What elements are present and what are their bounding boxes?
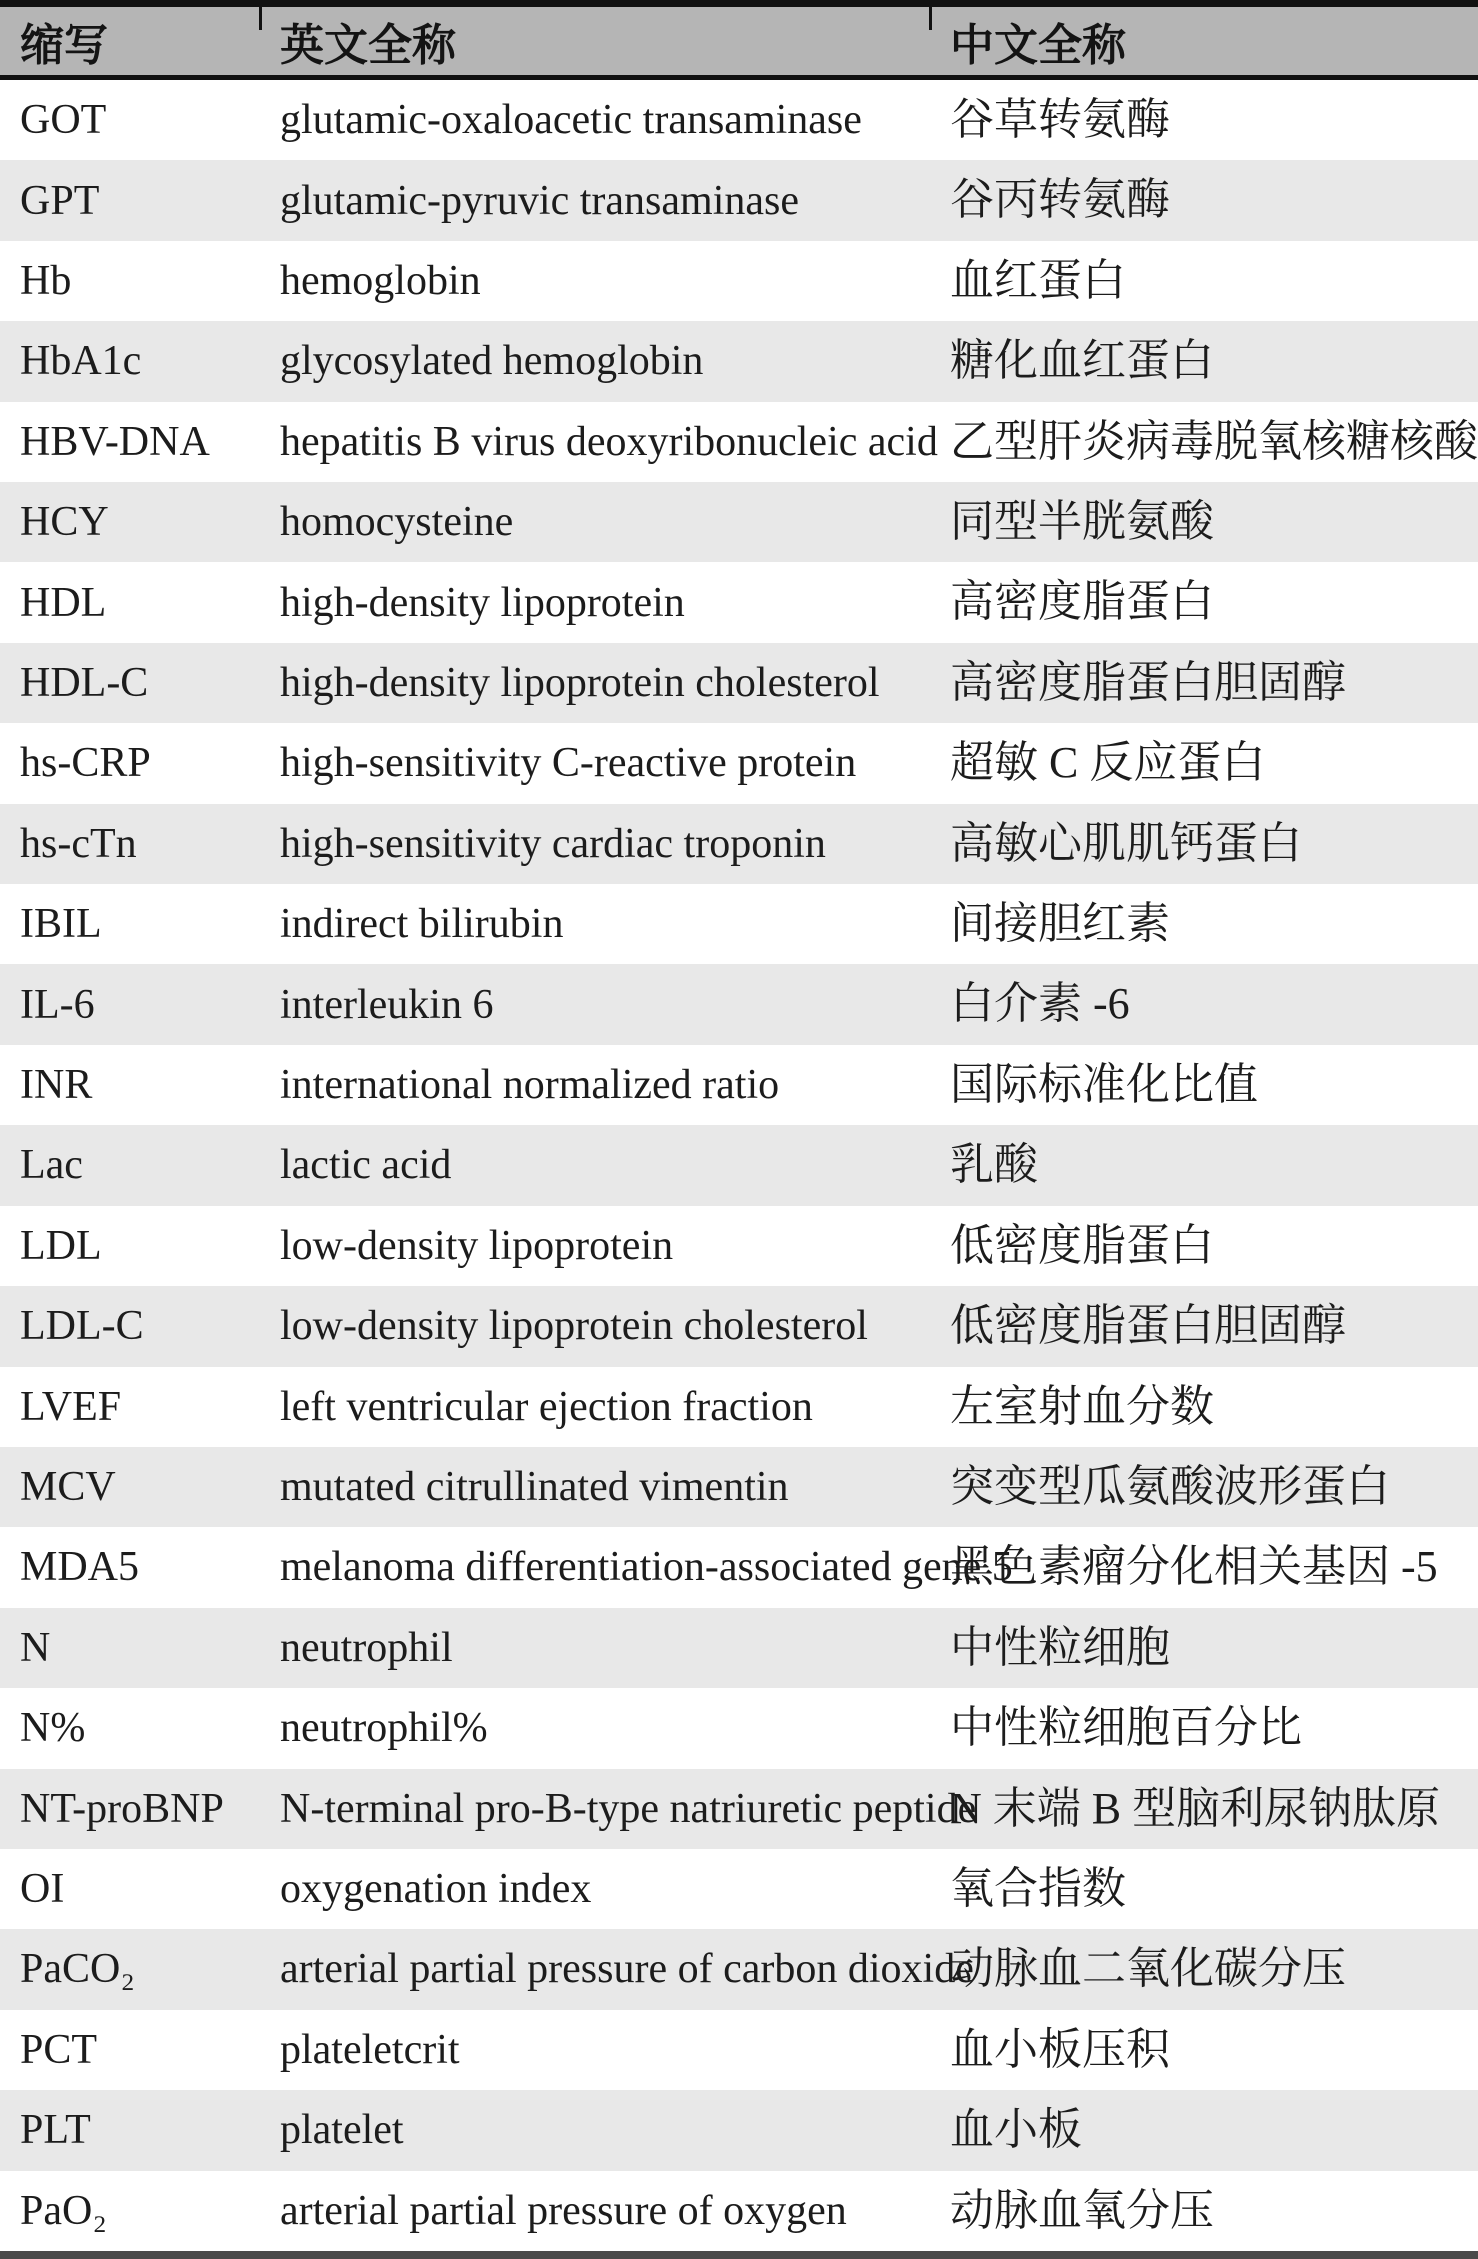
abbreviation-cell: GOT xyxy=(20,97,107,144)
english-full-name-cell: neutrophil xyxy=(280,1624,453,1671)
table-row xyxy=(0,1206,1478,1286)
english-full-name-cell: low-density lipoprotein cholesterol xyxy=(280,1303,868,1350)
chinese-full-name-cell: 高敏心肌肌钙蛋白 xyxy=(950,818,1302,868)
header-chinese-full-name: 中文全称 xyxy=(950,21,1126,70)
chinese-full-name-cell: 氧合指数 xyxy=(950,1863,1126,1913)
english-full-name-cell: platelet xyxy=(280,2107,404,2154)
english-full-name-cell: melanoma differentiation-associated gene 5 xyxy=(280,1544,1013,1591)
chinese-full-name-cell: 国际标准化比值 xyxy=(950,1059,1258,1109)
chinese-full-name-cell: 突变型瓜氨酸波形蛋白 xyxy=(950,1461,1390,1511)
english-full-name-cell: indirect bilirubin xyxy=(280,901,564,948)
english-full-name-cell: mutated citrullinated vimentin xyxy=(280,1464,789,1511)
english-full-name-cell: arterial partial pressure of carbon dioxide xyxy=(280,1946,974,1993)
table-body xyxy=(0,80,1478,2251)
table-row xyxy=(0,2010,1478,2090)
abbreviation-cell: OI xyxy=(20,1866,65,1913)
column-divider-tick xyxy=(929,0,932,30)
chinese-full-name-cell: 低密度脂蛋白胆固醇 xyxy=(950,1301,1346,1351)
table-row xyxy=(0,1527,1478,1607)
chinese-full-name-cell: 血红蛋白 xyxy=(950,255,1126,305)
chinese-full-name-cell: 动脉血氧分压 xyxy=(950,2185,1214,2235)
table-row xyxy=(0,482,1478,562)
english-full-name-cell: plateletcrit xyxy=(280,2026,460,2073)
chinese-full-name-cell: 黑色素瘤分化相关基因 -5 xyxy=(950,1542,1438,1592)
table-row xyxy=(0,1929,1478,2009)
abbreviation-cell: PCT xyxy=(20,2026,98,2073)
english-full-name-cell: lactic acid xyxy=(280,1142,452,1189)
english-full-name-cell: neutrophil% xyxy=(280,1705,488,1752)
abbreviation-cell: N xyxy=(20,1624,51,1671)
chinese-full-name-cell: 白介素 -6 xyxy=(950,979,1130,1029)
abbreviation-cell: PLT xyxy=(20,2107,91,2154)
english-full-name-cell: glutamic-oxaloacetic transaminase xyxy=(280,97,862,144)
chinese-full-name-cell: N 末端 B 型脑利尿钠肽原 xyxy=(950,1783,1441,1833)
chinese-full-name-cell: 高密度脂蛋白 xyxy=(950,577,1214,627)
abbreviation-cell: IL-6 xyxy=(20,981,95,1028)
table-row xyxy=(0,160,1478,240)
abbreviation-cell: GPT xyxy=(20,177,100,224)
english-full-name-cell: hepatitis B virus deoxyribonucleic acid xyxy=(280,418,938,465)
abbreviation-cell: N% xyxy=(20,1705,86,1752)
table-bottom-rule xyxy=(0,2251,1478,2259)
abbreviation-cell: HbA1c xyxy=(20,338,142,385)
table-row xyxy=(0,1367,1478,1447)
table-row xyxy=(0,1608,1478,1688)
english-full-name-cell: international normalized ratio xyxy=(280,1061,780,1108)
table-row xyxy=(0,321,1478,401)
english-full-name-cell: hemoglobin xyxy=(280,257,481,304)
abbreviation-cell: INR xyxy=(20,1061,93,1108)
table-row xyxy=(0,562,1478,642)
table-row xyxy=(0,1769,1478,1849)
table-top-rule xyxy=(0,0,1478,7)
chinese-full-name-cell: 谷草转氨酶 xyxy=(950,95,1170,144)
abbreviation-cell: HBV-DNA xyxy=(20,418,210,465)
english-full-name-cell: glycosylated hemoglobin xyxy=(280,338,704,385)
chinese-full-name-cell: 低密度脂蛋白 xyxy=(950,1220,1214,1270)
abbreviation-cell: hs-CRP xyxy=(20,740,151,787)
header-abbreviation: 缩写 xyxy=(20,21,108,70)
chinese-full-name-cell: 中性粒细胞百分比 xyxy=(950,1703,1302,1753)
table-row xyxy=(0,402,1478,482)
table-row xyxy=(0,1447,1478,1527)
english-full-name-cell: high-density lipoprotein cholesterol xyxy=(280,659,880,706)
table-row xyxy=(0,241,1478,321)
table-row xyxy=(0,723,1478,803)
abbreviation-cell: Hb xyxy=(20,257,72,304)
abbreviation-cell: MCV xyxy=(20,1464,116,1511)
table-row xyxy=(0,1045,1478,1125)
english-full-name-cell: arterial partial pressure of oxygen xyxy=(280,2187,847,2234)
chinese-full-name-cell: 动脉血二氧化碳分压 xyxy=(950,1944,1346,1994)
english-full-name-cell: homocysteine xyxy=(280,499,514,546)
abbreviation-cell: LVEF xyxy=(20,1383,122,1430)
abbreviation-cell: NT-proBNP xyxy=(20,1785,224,1832)
chinese-full-name-cell: 间接胆红素 xyxy=(950,899,1170,949)
table-row xyxy=(0,964,1478,1044)
abbreviation-cell: HDL-C xyxy=(20,659,149,706)
table-row xyxy=(0,1286,1478,1366)
english-full-name-cell: interleukin 6 xyxy=(280,981,494,1028)
english-full-name-cell: high-sensitivity cardiac troponin xyxy=(280,820,826,867)
table-row xyxy=(0,1849,1478,1929)
table-row xyxy=(0,80,1478,160)
column-divider-tick xyxy=(259,0,262,30)
header-english-full-name: 英文全称 xyxy=(280,21,456,70)
chinese-full-name-cell: 血小板 xyxy=(950,2105,1082,2155)
table-row xyxy=(0,804,1478,884)
abbreviation-cell: PaO₂ xyxy=(20,2187,107,2234)
chinese-full-name-cell: 血小板压积 xyxy=(950,2024,1170,2074)
abbreviation-cell: Lac xyxy=(20,1142,83,1189)
abbreviation-cell: PaCO₂ xyxy=(20,1946,135,1993)
chinese-full-name-cell: 左室射血分数 xyxy=(950,1381,1214,1431)
english-full-name-cell: high-sensitivity C-reactive protein xyxy=(280,740,857,787)
table-row xyxy=(0,2090,1478,2170)
abbreviation-cell: LDL xyxy=(20,1222,102,1269)
english-full-name-cell: high-density lipoprotein xyxy=(280,579,685,626)
english-full-name-cell: glutamic-pyruvic transaminase xyxy=(280,177,799,224)
chinese-full-name-cell: 高密度脂蛋白胆固醇 xyxy=(950,657,1346,707)
english-full-name-cell: left ventricular ejection fraction xyxy=(280,1383,813,1430)
english-full-name-cell: N-terminal pro-B-type natriuretic peptide xyxy=(280,1785,977,1832)
chinese-full-name-cell: 乙型肝炎病毒脱氧核糖核酸 xyxy=(950,416,1478,466)
table-row xyxy=(0,1125,1478,1205)
abbreviation-cell: IBIL xyxy=(20,901,102,948)
english-full-name-cell: oxygenation index xyxy=(280,1866,592,1913)
abbreviation-cell: HDL xyxy=(20,579,107,626)
table-row xyxy=(0,2171,1478,2251)
english-full-name-cell: low-density lipoprotein xyxy=(280,1222,674,1269)
abbreviation-cell: MDA5 xyxy=(20,1544,140,1591)
table-header-row xyxy=(0,7,1478,75)
chinese-full-name-cell: 谷丙转氨酶 xyxy=(950,175,1170,225)
chinese-full-name-cell: 中性粒细胞 xyxy=(950,1622,1170,1672)
chinese-full-name-cell: 乳酸 xyxy=(950,1140,1038,1190)
abbreviation-cell: HCY xyxy=(20,499,109,546)
chinese-full-name-cell: 超敏 C 反应蛋白 xyxy=(950,738,1266,788)
chinese-full-name-cell: 同型半胱氨酸 xyxy=(950,497,1214,547)
table-row xyxy=(0,643,1478,723)
table-row xyxy=(0,1688,1478,1768)
abbreviation-cell: hs-cTn xyxy=(20,820,137,867)
table-row xyxy=(0,884,1478,964)
abbreviation-cell: LDL-C xyxy=(20,1303,144,1350)
chinese-full-name-cell: 糖化血红蛋白 xyxy=(950,336,1214,386)
